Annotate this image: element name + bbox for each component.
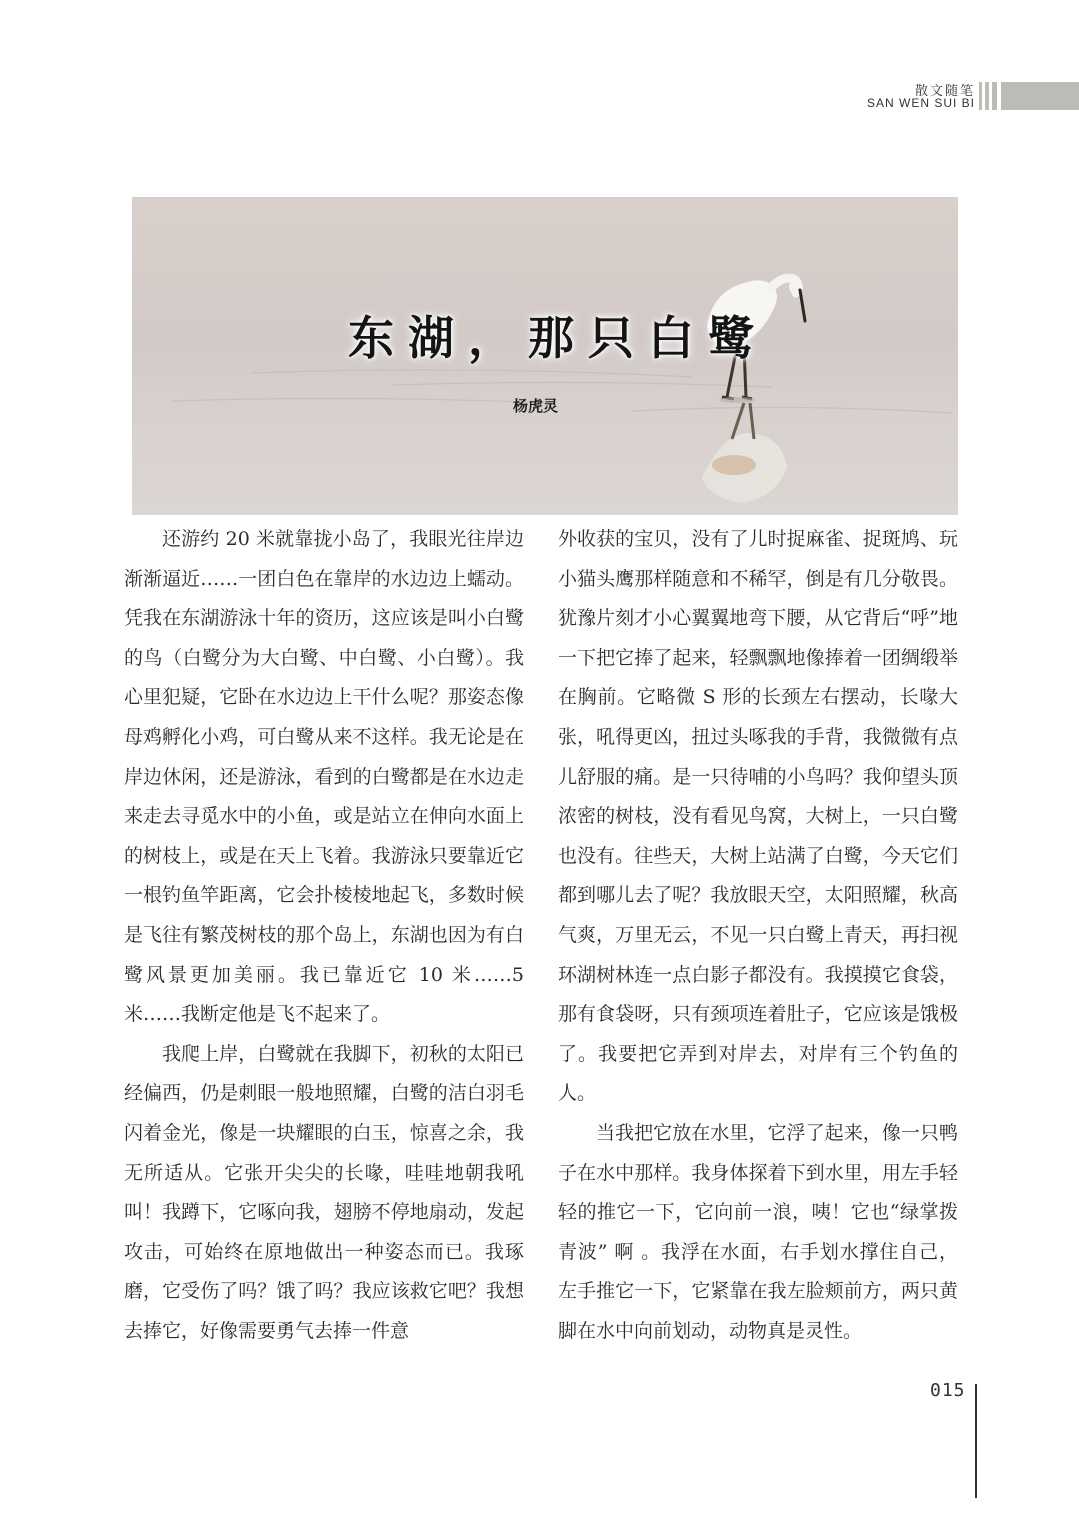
- section-decor-bars: [979, 82, 1079, 110]
- text-column-right: [558, 520, 958, 1351]
- article-author: 杨虎灵: [513, 397, 559, 415]
- paragraph: 外收获的宝贝，没有了儿时捉麻雀、捉斑鸠、玩小猫头鹰那样随意和不稀罕，倒是有几分敬畏。犹豫片刻才小心翼翼地弯下腰，从它背后“呼”地一下把它捧了起来，轻飘飘地像捧着一团绸缎举在胸前。它略微 S 形的长颈左右摆动，长喙大张，吼得更凶，扭过头啄我的手背，我微微有点儿舒服的痛。是一只待哺的小鸟吗？我仰望头顶浓密的树枝，没有看见鸟窝，大树上，一只白鹭也没有。往些天，大树上站满了白鹭，今天它们都到哪儿去了呢？我放眼天空，太阳照耀，秋高气爽，万里无云，不见一只白鹭上青天，再扫视环湖树林连一点白影子都没有。我摸摸它食袋，那有食袋呀，只有颈项连着肚子，它应该是饿极了。我要把它弄到对岸去，对岸有三个钓鱼的人。: [558, 528, 958, 1105]
- article-title: 东湖，那只白鹭: [348, 311, 768, 365]
- paragraph: 还游约 20 米就靠拢小岛了，我眼光往岸边渐渐逼近……一团白色在靠岸的水边边上蠕动。凭我在东湖游泳十年的资历，这应该是叫小白鹭的鸟（白鹭分为大白鹭、中白鹭、小白鹭）。我心里犯疑，它卧在水边边上干什么呢？那姿态像母鸡孵化小鸡，可白鹭从来不这样。我无论是在岸边休闲，还是游泳，看到的白鹭都是在水边走来走去寻觅水中的小鱼，或是站立在伸向水面上的树枝上，或是在天上飞着。我游泳只要靠近它一根钓鱼竿距离，它会扑棱棱地起飞，多数时候是飞往有繁茂树枝的那个岛上，东湖也因为有白鹭风景更加美丽。我已靠近它 10 米……5 米……我断定他是飞不起来了。: [124, 528, 524, 1026]
- page-number-rule: [975, 1384, 977, 1498]
- text-column-left: [124, 520, 524, 1351]
- section-title-cn: 散文随笔: [914, 84, 975, 99]
- page-number: 015: [930, 1380, 966, 1401]
- paragraph: 我爬上岸，白鹭就在我脚下，初秋的太阳已经偏西，仍是刺眼一般地照耀，白鹭的洁白羽毛闪着金光，像是一块耀眼的白玉，惊喜之余，我无所适从。它张开尖尖的长喙，哇哇地朝我吼叫！我蹲下，它啄向我，翅膀不停地扇动，发起攻击，可始终在原地做出一种姿态而已。我琢磨，它受伤了吗？饿了吗？我应该救它吧？我想去捧它，好像需要勇气去捧一件意: [124, 1042, 524, 1342]
- paragraph: 当我把它放在水里，它浮了起来，像一只鸭子在水中那样。我身体探着下到水里，用左手轻轻的推它一下，它向前一浪，咦！它也“绿掌拨青波” 啊 。我浮在水面，右手划水撑住自己，左手推它一下，它紧靠在我左脸颊前方，两只黄脚在水中向前划动，动物真是灵性。: [558, 1121, 958, 1342]
- section-title-en: SAN WEN SUI BI: [866, 96, 975, 110]
